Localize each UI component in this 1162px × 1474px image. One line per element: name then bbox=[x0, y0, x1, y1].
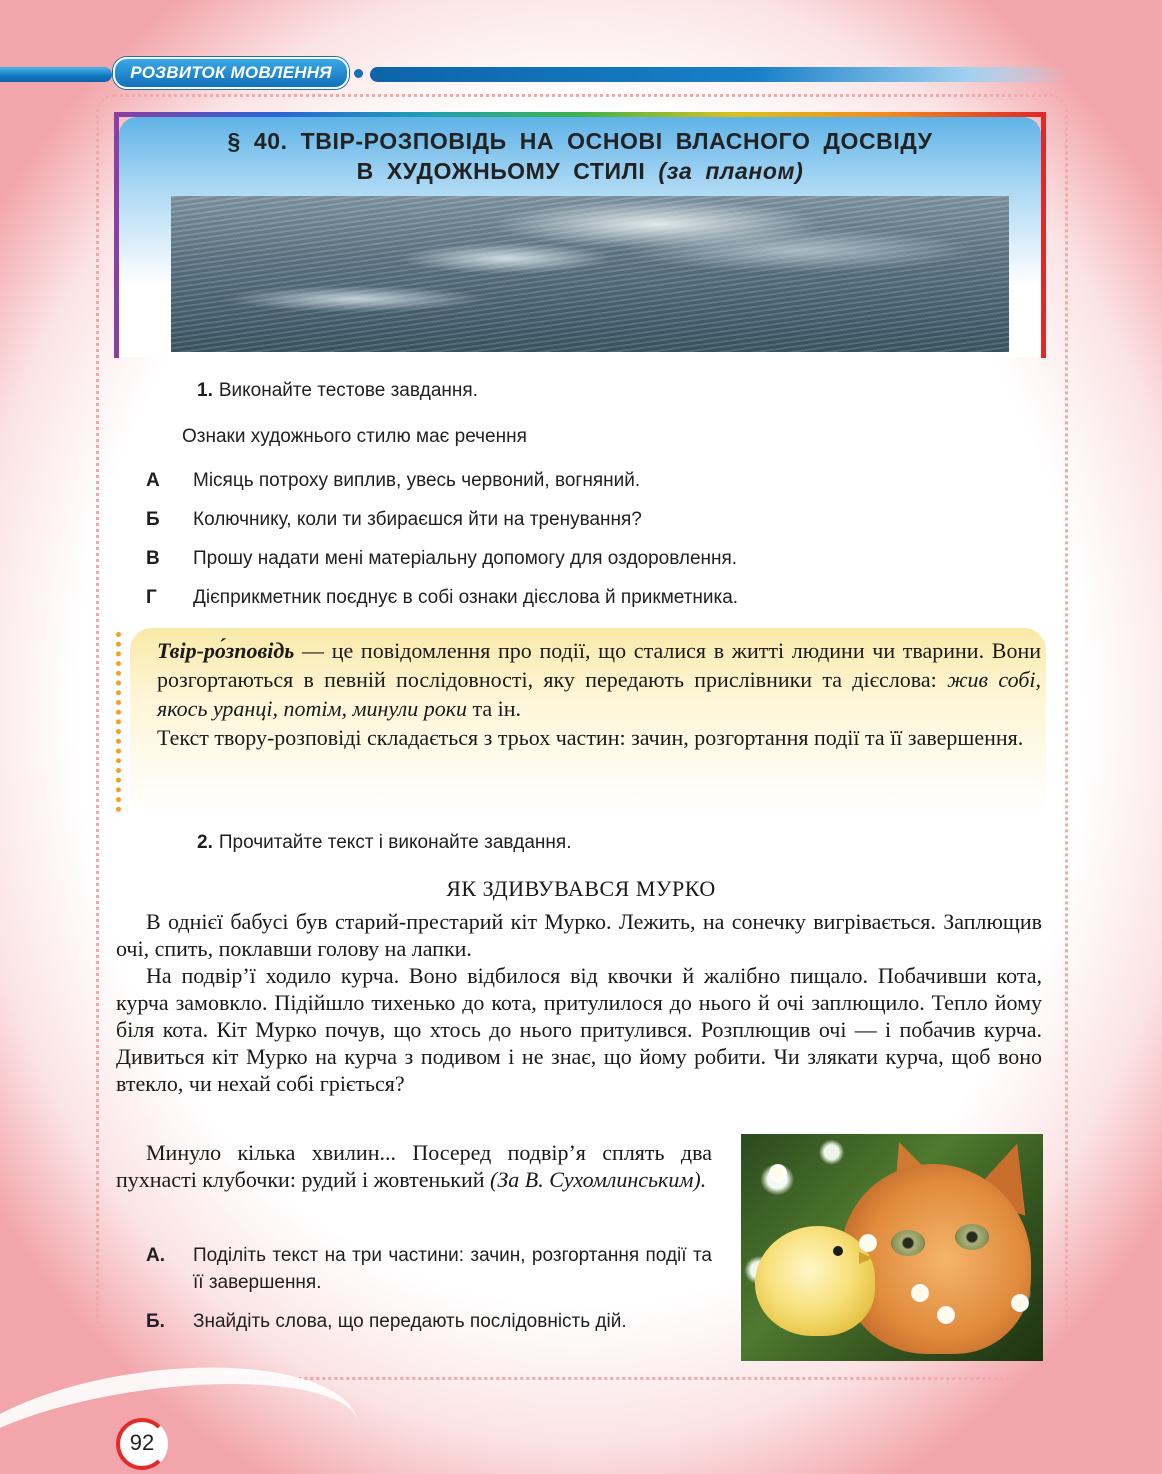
option-letter: А bbox=[146, 470, 160, 491]
subtask-b bbox=[146, 1308, 712, 1335]
flower bbox=[859, 1234, 877, 1252]
chick bbox=[755, 1226, 875, 1336]
option-v bbox=[146, 548, 737, 570]
cat-eye bbox=[955, 1224, 989, 1250]
title-line-2: В ХУДОЖНЬОМУ СТИЛІ (за планом) bbox=[356, 158, 804, 184]
title-line-1: § 40. ТВІР-РОЗПОВІДЬ НА ОСНОВІ ВЛАСНОГО ДОСВІДУ bbox=[227, 128, 933, 154]
section-tag: РОЗВИТОК МОВЛЕННЯ bbox=[113, 57, 349, 89]
header-stripe-right bbox=[370, 67, 1070, 82]
info-paragraph-1: Твір-ро́зповідь — це повідомлення про події, що сталися в житті людини чи тварини. Вони розгортаються в певній послідовності, яку передають прислівники та дієслова: жив собі, якось уранці, потім, минули роки та ін. bbox=[157, 638, 1041, 721]
option-letter: Г bbox=[146, 587, 157, 608]
info-examples: жив собі, якось уранці, потім, минули роки bbox=[157, 667, 1041, 721]
header-stripe-left bbox=[0, 67, 112, 82]
story-paragraph-3: Минуло кілька хвилин... Посеред подвір’я сплять два пухнасті клубочки: рудий і жовтенький (За В. Сухомлинським). bbox=[116, 1140, 712, 1192]
option-letter: Б bbox=[146, 509, 160, 530]
title-italic: (за планом) bbox=[658, 158, 804, 184]
kitten-chick-photo bbox=[741, 1134, 1043, 1361]
task-2 bbox=[197, 832, 571, 854]
flower bbox=[937, 1306, 955, 1324]
water-photo bbox=[171, 196, 1009, 352]
page-title bbox=[119, 126, 1041, 186]
info-dotted-accent bbox=[116, 632, 122, 812]
option-b bbox=[146, 509, 642, 531]
subtask-text: Поділіть текст на три частини: зачин, розгортання події та її завершення. bbox=[193, 1245, 712, 1293]
subtask-text: Знайдіть слова, що передають послідовність дій. bbox=[193, 1311, 627, 1332]
subtask-letter: А. bbox=[146, 1245, 165, 1266]
info-term: Твір-ро́зповідь bbox=[157, 638, 295, 663]
story-source: (За В. Сухомлинським). bbox=[490, 1167, 707, 1192]
subtask-letter: Б. bbox=[146, 1311, 165, 1332]
cat-eye bbox=[891, 1230, 925, 1256]
story-text bbox=[116, 908, 1042, 1097]
story-paragraph-1: В однієї бабусі був старий-престарий кіт Мурко. Лежить, на сонечку вигрівається. Заплющив очі, спить, поклавши голову на лапки. bbox=[116, 909, 1042, 961]
task-1 bbox=[197, 380, 478, 402]
flower bbox=[1011, 1294, 1029, 1312]
task-1-question: Ознаки художнього стилю має речення bbox=[182, 426, 527, 447]
story-paragraph-2: На подвір’ї ходило курча. Воно відбилося від квочки й жалібно пищало. Побачивши кота, курча замовкло. Підійшло тихенько до кота, притулилося до нього й очі заплющило. Тепло йому біля кота. Кіт Мурко почув, що хтось до нього притулився. Розплющив очі — і побачив курча. Дивиться кіт Мурко на курча з подивом і не знає, що йому робити. Чи злякати курча, щоб воно втекло, чи нехай собі гріється? bbox=[116, 963, 1042, 1096]
info-text bbox=[157, 636, 1041, 752]
option-text: Дієприкметник поєднує в собі ознаки дієслова й прикметника. bbox=[193, 587, 739, 608]
subtask-a bbox=[146, 1242, 712, 1296]
page-number: 92 bbox=[129, 1430, 155, 1455]
option-a bbox=[146, 470, 640, 492]
option-text: Місяць потроху виплив, увесь червоний, вогняний. bbox=[193, 470, 641, 491]
option-h bbox=[146, 587, 738, 609]
info-paragraph-2: Текст твору-розповіді складається з трьох частин: зачин, розгортання події та її завершення. bbox=[157, 725, 1024, 750]
story-title: ЯК ЗДИВУВАВСЯ МУРКО bbox=[446, 876, 716, 901]
flower bbox=[911, 1284, 929, 1302]
option-text: Колючнику, коли ти збираєшся йти на тренування? bbox=[193, 509, 642, 530]
task-1-number: 1. bbox=[197, 380, 213, 401]
task-2-number: 2. bbox=[197, 832, 213, 853]
chick-eye bbox=[833, 1246, 843, 1256]
task-1-text: Виконайте тестове завдання. bbox=[218, 380, 478, 401]
flower bbox=[769, 1164, 787, 1182]
chick-beak bbox=[859, 1252, 873, 1264]
header-dot bbox=[354, 69, 363, 78]
task-2-text: Прочитайте текст і виконайте завдання. bbox=[218, 832, 572, 853]
option-text: Прошу надати мені матеріальну допомогу для оздоровлення. bbox=[193, 548, 738, 569]
option-letter: В bbox=[146, 548, 160, 569]
